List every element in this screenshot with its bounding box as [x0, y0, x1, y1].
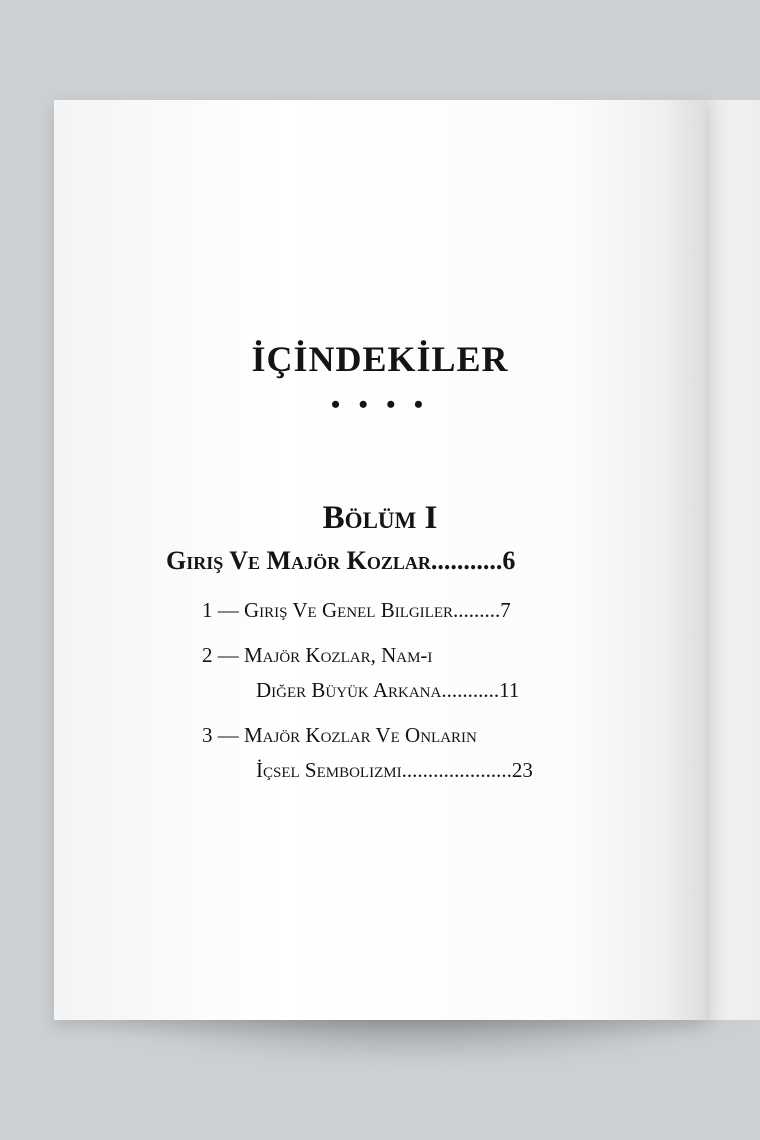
- page-number: 11: [499, 678, 520, 702]
- entry-number: 2 —: [202, 643, 239, 667]
- entry-label: Diğer Büyük Arkana: [256, 678, 442, 702]
- dot-leader: .....................: [401, 758, 512, 782]
- dot-leader: ...........: [430, 546, 503, 575]
- dot-leader: ...........: [441, 678, 500, 702]
- facing-page: [706, 100, 760, 1020]
- page-number: 7: [500, 598, 511, 622]
- entry-label: Majör Kozlar, Nam-ı: [244, 643, 433, 667]
- entry-label: Majör Kozlar Ve Onların: [244, 723, 477, 747]
- entry-label: İçsel Sembolizmi: [256, 758, 402, 782]
- entry-label: Giriş Ve Genel Bilgiler: [244, 598, 454, 622]
- dot-leader: .........: [453, 598, 501, 622]
- part-heading: Bölüm I: [322, 500, 438, 536]
- entry-number: 1 —: [202, 598, 239, 622]
- title-ornament: • • • •: [331, 390, 429, 419]
- toc-entry-3-line-1[interactable]: [202, 723, 477, 748]
- toc-entry-3-line-2[interactable]: [256, 758, 533, 783]
- toc-entry-2-line-2[interactable]: [256, 678, 519, 703]
- page-number: 23: [511, 758, 533, 782]
- page-gutter: [666, 100, 706, 1020]
- entry-number: 3 —: [202, 723, 239, 747]
- book-page: [54, 100, 706, 1020]
- toc-main-entry[interactable]: [166, 546, 515, 576]
- toc-entry-1[interactable]: [202, 598, 511, 623]
- entry-label: Giriş Ve Majör Kozlar: [166, 546, 431, 575]
- toc-title: İÇİNDEKİLER: [251, 339, 509, 379]
- page-number: 6: [502, 546, 516, 575]
- toc-entry-2-line-1[interactable]: [202, 643, 432, 668]
